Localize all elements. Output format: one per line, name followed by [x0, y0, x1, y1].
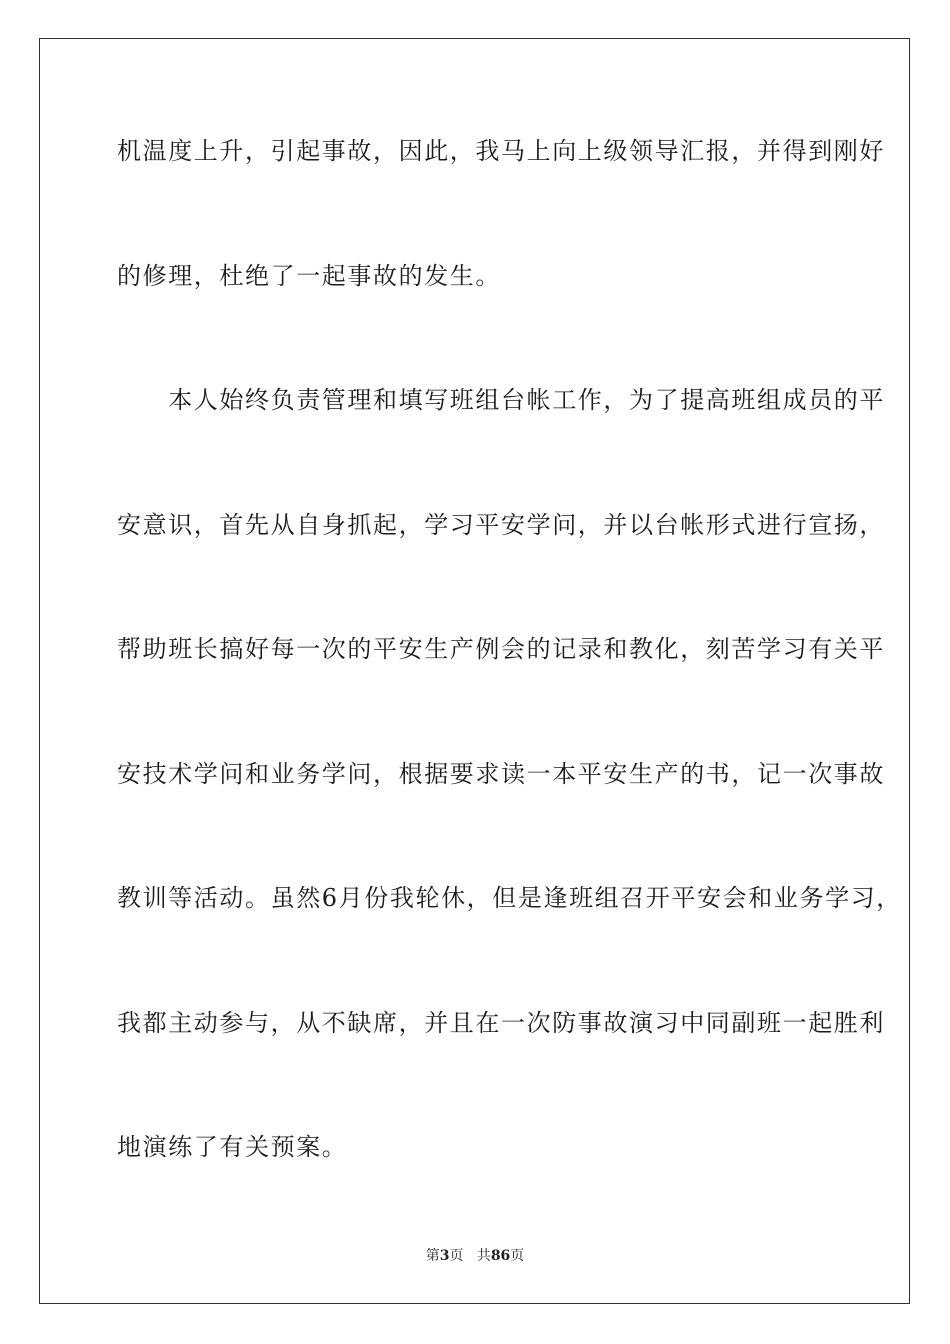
- text-line: 安意识，首先从自身抓起，学习平安学问，并以台帐形式进行宣扬，: [117, 511, 885, 539]
- text-line: 我都主动参与，从不缺席，并且在一次防事故演习中同副班一起胜利: [117, 1009, 885, 1037]
- text-line: 机温度上升，引起事故，因此，我马上向上级领导汇报，并得到刚好: [117, 137, 885, 165]
- text-line: 帮助班长搞好每一次的平安生产例会的记录和教化，刻苦学习有关平: [117, 635, 885, 663]
- total-prefix: 共: [476, 1248, 491, 1264]
- page-footer: [0, 1246, 950, 1266]
- total-pages-number: 86: [490, 1248, 511, 1264]
- text-line: 地演练了有关预案。: [117, 1133, 348, 1161]
- page-suffix: 页: [449, 1248, 464, 1264]
- current-page-number: 3: [439, 1248, 450, 1264]
- text-line: 本人始终负责管理和填写班组台帐工作，为了提高班组成员的平: [117, 386, 885, 414]
- total-suffix: 页: [510, 1248, 525, 1264]
- text-line: 教训等活动。虽然6月份我轮休，但是逢班组召开平安会和业务学习，: [117, 884, 902, 912]
- text-line: 安技术学问和业务学问，根据要求读一本平安生产的书，记一次事故: [117, 760, 885, 788]
- page-border: [39, 38, 910, 1304]
- text-line: 的修理，杜绝了一起事故的发生。: [117, 262, 501, 290]
- page-prefix: 第: [425, 1248, 440, 1264]
